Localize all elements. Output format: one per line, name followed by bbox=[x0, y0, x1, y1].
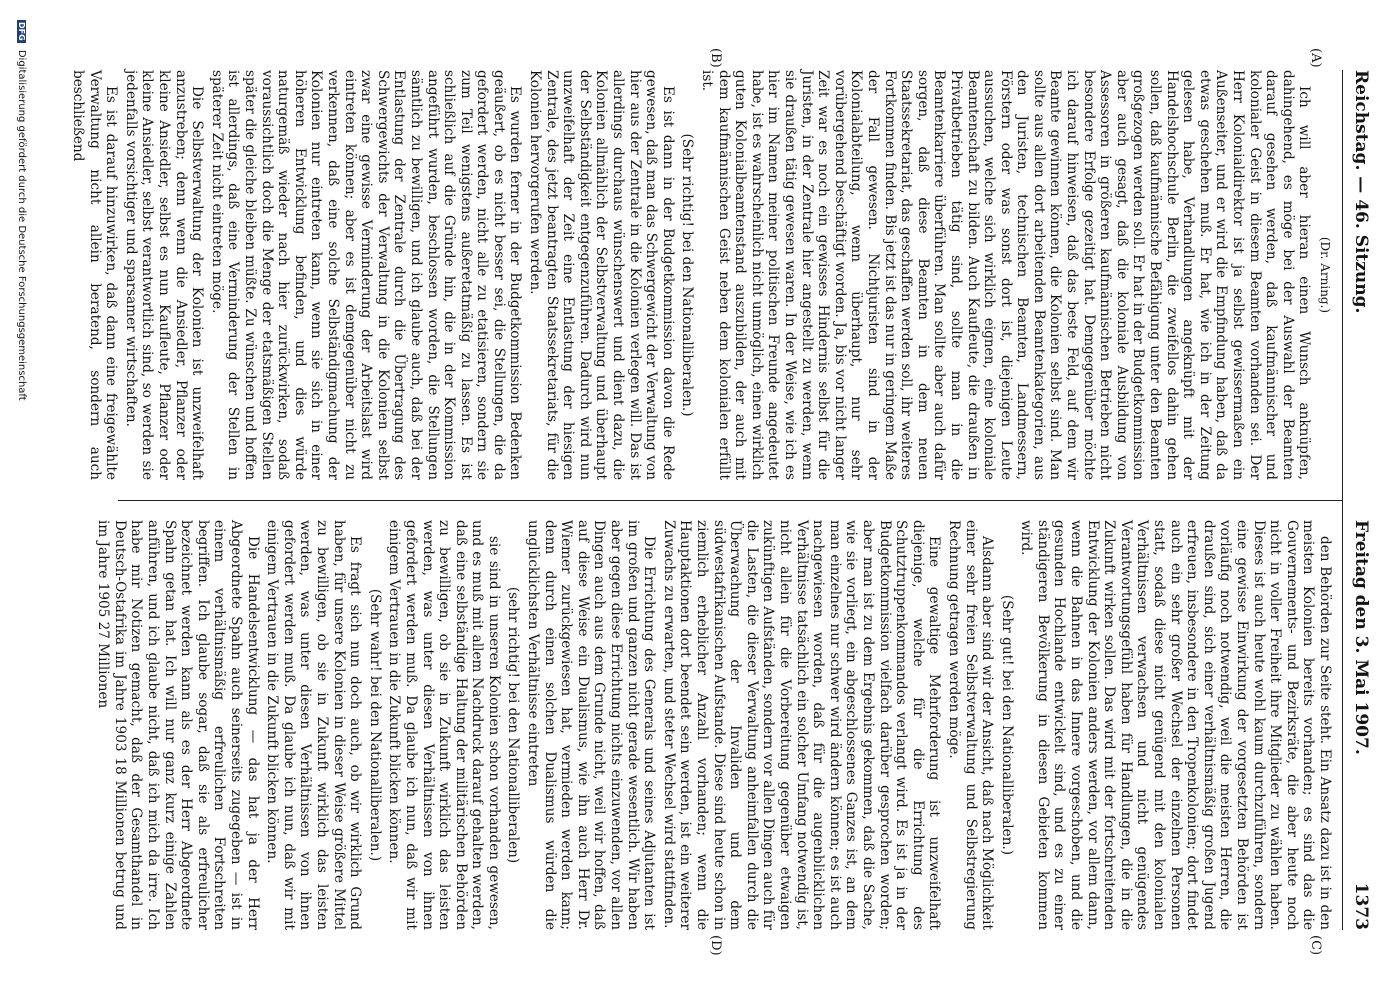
footer-text: Digitalisierung gefördert durch die Deutsche Forschungsgemeinschaft bbox=[16, 49, 27, 401]
interjection: (sehr richtig! bei den Nationalliberalen) bbox=[505, 586, 522, 864]
paragraph: Es wurden ferner in der Budgetkommission Bedenken geäußert, ob es nicht besser sei, die Stellungen, die da gefordert werden, nicht alle zu etatisieren, sondern sie zum Teil wenigstens außeretatmäßig zu lassen. Es ist schließlich auf die Gründe hin, die in der Kommission angeführt wurden, beschlossen worden, die Stellungen sämtlich zu bewilligen, und ich glaube auch, daß bei der Entlastung der Zentrale durch die Übertragung des Schwergewichts der Verwaltung in die Kolonien selbst zwar eine gewisse Verminderung der Arbeitslast wird eintreten können; aber es ist demgegenüber nicht zu verkennen, daß eine solche Selbständigmachung der Kolonien nur eintreten kann, wenn sie sich in einer höheren Entwicklung befinden, und dies würde naturgemäß wieder nach hier zurückwirken, sodaß voraussichtlich doch die Menge der etatsmäßigen Stellen später die gleiche bleiben müßte. Zu wünschen und hoffen ist allerdings, daß eine Verminderung der Stellen in späterer Zeit nicht eintreten möge. bbox=[208, 70, 524, 480]
paragraph: Eine gewaltige Mehrforderung ist unzweifelhaft diejenige, welche für die Errichtung des Schutztruppenkommandos verlangt wird. Es ist ja in der Budgetkommission vielfach darüber gesprochen worden; aber man ist zu dem Ergebnis gekommen, daß die Sache, wie sie vorliegt, ein abgeschlossenes Ganzes ist, an dem man einzelnes nur schwer wird ändern können; es ist auch nachgewiesen worden, daß für die augenblicklichen Verhältnisse tatsächlich ein solcher Umfang notwendig ist, nicht allein für die Vorbereitung gegenüber etwaigen zukünftigen Aufständen, sondern vor allen Dingen auch für die Lasten, die dieser Verwaltung anheimfallen durch die Überwachung der Invaliden und dem südwestafrikanischen Aufstande. Diese sind heute schon in ziemlich erheblicher Anzahl vorhanden; wenn die Hauptaktionen dort beendet sein werden, ist ein weiterer Zuwachs zu erwarten, und steter Wechsel wird stattfinden. bbox=[660, 520, 943, 930]
interjection: (Sehr richtig! bei den Nationalliberalen.) bbox=[679, 133, 696, 417]
paragraph: sie sind in unseren Kolonien schon vorhanden gewesen, und es muß mit allem Nachdruck darauf gehalten werden, daß eine selbständige Haltung der militärischen Behörden zu bewilligen, ob sie in Zukunft wirklich das leisten werden, was unter diesen Verhältnissen von ihnen gefordert werden muß. Da glaube ich nun, daß wir mit einigem Vertrauen in die Zukunft blicken können. bbox=[386, 520, 502, 930]
header-section-title: Reichstag. — 46. Sitzung. bbox=[1351, 70, 1371, 314]
paragraph: Es ist darauf hinzuwirken, daß dann eine freigewählte Verwaltung nicht allein beratend, sondern auch beschließend bbox=[70, 70, 120, 480]
paragraph: Es ist dann in der Budgetkommission davon die Rede gewesen, daß man das Schwergewicht der Verwaltung von hier aus der Zentrale in die Kolonien verlegen will. Das ist allerdings durchaus wünschenswert und dient dazu, die Kolonien allmählich der Selbstverwaltung und überhaupt der Selbständigkeit entgegenzuführen. Dadurch wird nun unzweifelhaft der Zeit eine Entlastung der hiesigen Zentrale, des jetzt beantragten Staatssekretariats, für die Kolonien hervorgerufen werden. bbox=[527, 70, 676, 480]
digitization-footer bbox=[11, 20, 27, 980]
paragraph: den Behörden zur Seite steht. Ein Ansatz dazu ist in den meisten Kolonien bereits vorhanden; es sind das die Gouvernements- und Bezirksräte, die aber heute noch nicht in voller Freiheit ihre Mitglieder zu wählen haben. Dieses ist auch heute wohl kaum durchzuführen, sondern eine gewisse Einwirkung der vorgesetzten Behörden ist vorläufig noch notwendig, weil die meisten Herren, die draußen sind, sich einer verhältnismäßig großen Jugend erfreuen, insbesondere in den Tropenkolonien; dort findet auch ein sehr großer Wechsel der einzelnen Personen statt, sodaß diese nicht genügend mit den kolonialen Verhältnissen verwachsen und nicht genügendes Verantwortungsgefühl haben für Handlungen, die in die Zukunft wirken sollen. Das wird mit der fortschreitenden Entwicklung der Kolonien anders werden, vor allem dann, wenn die Bahnen in das Innere vorgeschoben, und die gesunden Hochlande entwickelt sind, und es zu einer ständigeren Bevölkerung in diesen Gebieten kommen wird. bbox=[1018, 520, 1333, 930]
dfg-logo: DFG bbox=[17, 22, 26, 41]
column-divider bbox=[118, 500, 1343, 501]
speaker-name: (Dr. Arning.) bbox=[1318, 236, 1332, 314]
margin-marker-b: (B) bbox=[708, 48, 723, 68]
page-header bbox=[1347, 70, 1371, 930]
margin-marker-a: (A) bbox=[1308, 48, 1323, 68]
paragraph: Es fragt sich nun doch auch, ob wir wirklich Grund haben, für unsere Kolonien in dieser Weise größere Mittel zu bewilligen, ob sie in Zukunft wirklich das leisten werden, was unter diesen Verhältnissen von ihnen gefordert werden muß. Da glaube ich nun, daß wir mit einigem Vertrauen in die Zukunft blicken können. bbox=[264, 520, 364, 930]
header-date: Freitag den 3. Mai 1907. bbox=[1351, 520, 1371, 755]
left-column bbox=[70, 70, 1333, 480]
paragraph: Ich will aber hieran einen Wunsch anknüpfen, dahingehend, es möge bei der Auswahl der Beamten darauf gesehen werden, daß kaufmännischer und kolonialer Geist in diesem Beamten vorhanden sei. Der Herr Kolonialdirektor ist ja selbst gewissermaßen ein Außenseiter, und er wird die Empfindung haben, daß da etwas geschehen muß. Er hat, wie ich in der Zeitung gelesen habe, Verhandlungen angeknüpft mit der Handelshochschule Berlin, die zweifellos dahin gehen sollen, daß kaufmännische Befähigung unter den Beamten großgezogen werden soll. Er hat in der Budgetkommission aber auch gesagt, daß die koloniale Ausbildung von Assessoren in größeren kaufmännischen Betrieben nicht besondere Erfolge gezeitigt hat. Demgegenüber möchte ich darauf hinweisen, daß das beste Feld, auf dem wir Beamte gewinnen können, die Kolonien selbst sind. Man sollte aus allen dort arbeitenden Beamtenkategorien, aus den Juristen, technischen Beamten, Landmessern, Förstern oder was sonst dort ist, diejenigen Leute aussuchen, welche sich wirklich eignen, eine koloniale Beamtenschaft zu bilden. Auch Kaufleute, die draußen in Privatbetrieben tätig sind, sollte man in die Beamtenkarriere überführen. Man sollte aber auch dafür sorgen, daß diese Beamten in dem neuen Staatssekretariat, das geschaffen werden soll, ihr weiteres Fortkommen finden. Bis jetzt ist das nur in geringem Maße der Fall gewesen. Nichtjuristen sind in der Kolonialabteilung, wenn überhaupt, nur sehr vorübergehend beschäftigt worden. Ja, bis vor nicht langer Zeit war es noch ein gewisses Hindernis selbst für die Juristen, in der Zentrale hier angestellt zu werden, wenn sie draußen tätig gewesen waren. In der Weise, wie ich es hier im Namen meiner politischen Freunde angedeutet habe, ist es wahrscheinlich nicht unmöglich, einen wirklich guten Kolonialbeamtenstand auszubilden, der auch mit dem kaufmännischen Geist neben dem kolonialen erfüllt ist. bbox=[699, 70, 1313, 480]
interjection: (Sehr gut! bei den Nationalliberalen.) bbox=[998, 594, 1015, 856]
paragraph: Alsdann aber sind wir der Ansicht, daß nach Möglichkeit einer sehr freien Selbstverwaltung und Selbstregierung Rechnung getragen werden möge. bbox=[945, 520, 996, 930]
margin-marker-d: (D) bbox=[708, 935, 723, 956]
interjection: (Sehr wahr! bei den Nationalliberalen.) bbox=[366, 588, 383, 862]
paragraph: Die Errichtung des Generals und seines Adjutanten ist im großen und ganzen nicht gerade wesentlich. Wir haben aber gegen diese Errichtung nichts einzuwenden, vor allen Dingen auch aus dem Grunde nicht, weil wir hoffen, daß auf diese Weise ein Dualismus, wie ihn auch Herr Dr. Wiemer zurückgewiesen hat, vermieden werden kann; denn durch einen solchen Dualismus würden die unglücklichsten Verhältnisse eintreten bbox=[525, 520, 658, 930]
right-column bbox=[95, 520, 1333, 930]
paragraph: Die Handelsentwicklung — das hat ja der Herr Abgeordnete Spahn auch seinerseits zugegeben — ist in einem verhältnismäßig erfreulichen Fortschreiten begriffen. Ich glaube sogar, daß sie als erfreulicher bezeichnet werden kann als es der Herr Abgeordnete Spahn getan hat. Ich will nur ganz kurz einige Zahlen anführen, und ich glaube nicht, daß ich mich da irre. Ich habe mir Notizen gemacht, daß der Gesamthandel in Deutsch-Ostafrika im Jahre 1903 18 Millionen betrug und im Jahre 1905 27 Millionen bbox=[95, 520, 261, 930]
page-number: 1373 bbox=[1351, 882, 1371, 930]
margin-marker-c: (C) bbox=[1308, 935, 1323, 956]
paragraph: Die Selbstverwaltung der Kolonien ist unzweifelhaft anzustreben; denn wenn die Ansiedler, Pflanzer oder kleine Ansiedler, selbst es nun Kaufleute, Pflanzer oder kleine Ansiedler, selbst verantwortlich sind, so werden sie jedenfalls vorsichtiger und sparsamer wirtschaften. bbox=[122, 70, 206, 480]
